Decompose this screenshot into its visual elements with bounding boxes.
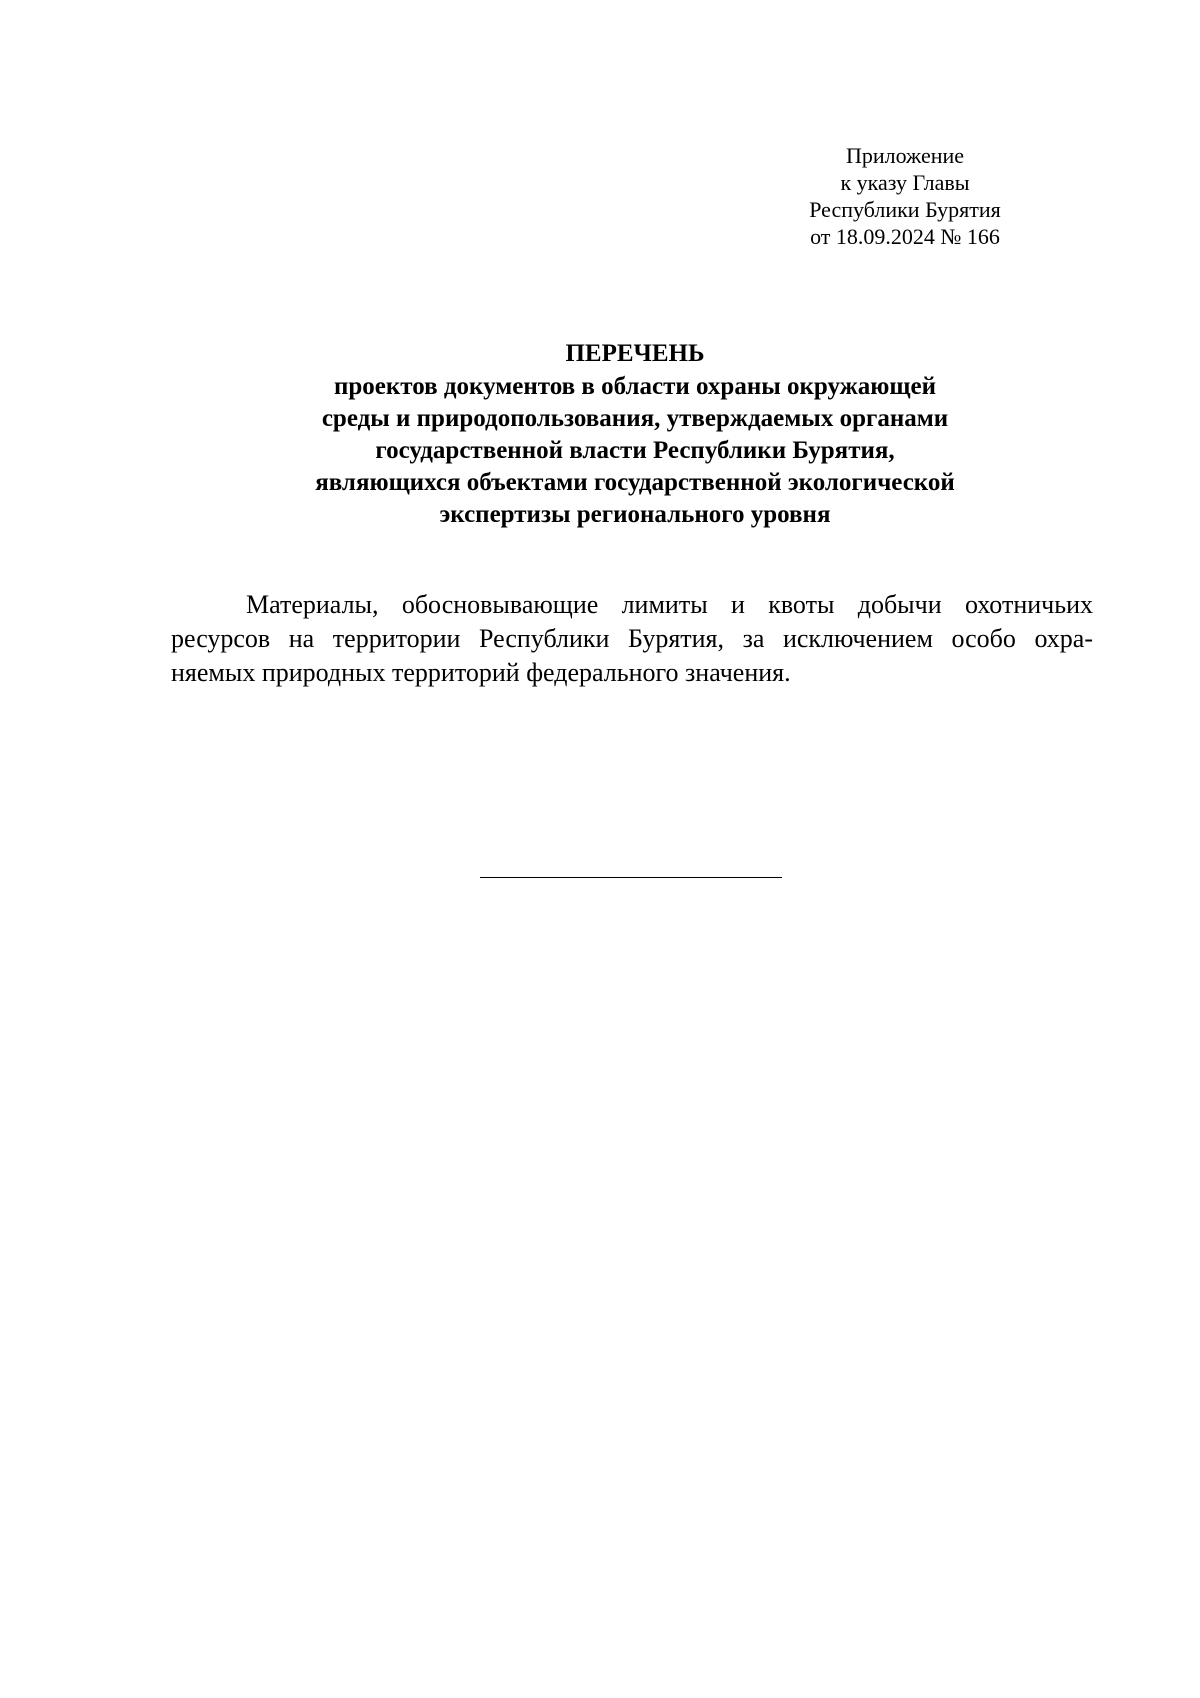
body-line: ресурсов на территории Республики Бурятия, за исключением особо охра- [171, 624, 1093, 653]
title-heading: ПЕРЕЧЕНЬ [565, 340, 705, 367]
end-separator-line [480, 877, 782, 878]
title-line: среды и природопользования, утверждаемых органами [321, 405, 949, 432]
title-line: экспертизы регионального уровня [439, 501, 831, 528]
body-paragraph [171, 588, 1093, 690]
appendix-header [770, 142, 1040, 250]
body-line: няемых природных территорий федерального значения. [171, 658, 791, 687]
document-title [175, 338, 1095, 531]
appendix-date-number: от 18.09.2024 № 166 [810, 224, 1000, 249]
title-line: являющихся объектами государственной экологической [315, 469, 955, 496]
body-line: Материалы, обосновывающие лимиты и квоты добычи охотничьих [246, 590, 1093, 619]
appendix-decree-ref: к указу Главы [840, 170, 970, 195]
appendix-label: Приложение [845, 143, 965, 168]
title-line: государственной власти Республики Бурятия, [375, 437, 895, 464]
title-line: проектов документов в области охраны окружающей [334, 373, 936, 400]
appendix-republic: Республики Бурятия [809, 197, 1001, 222]
